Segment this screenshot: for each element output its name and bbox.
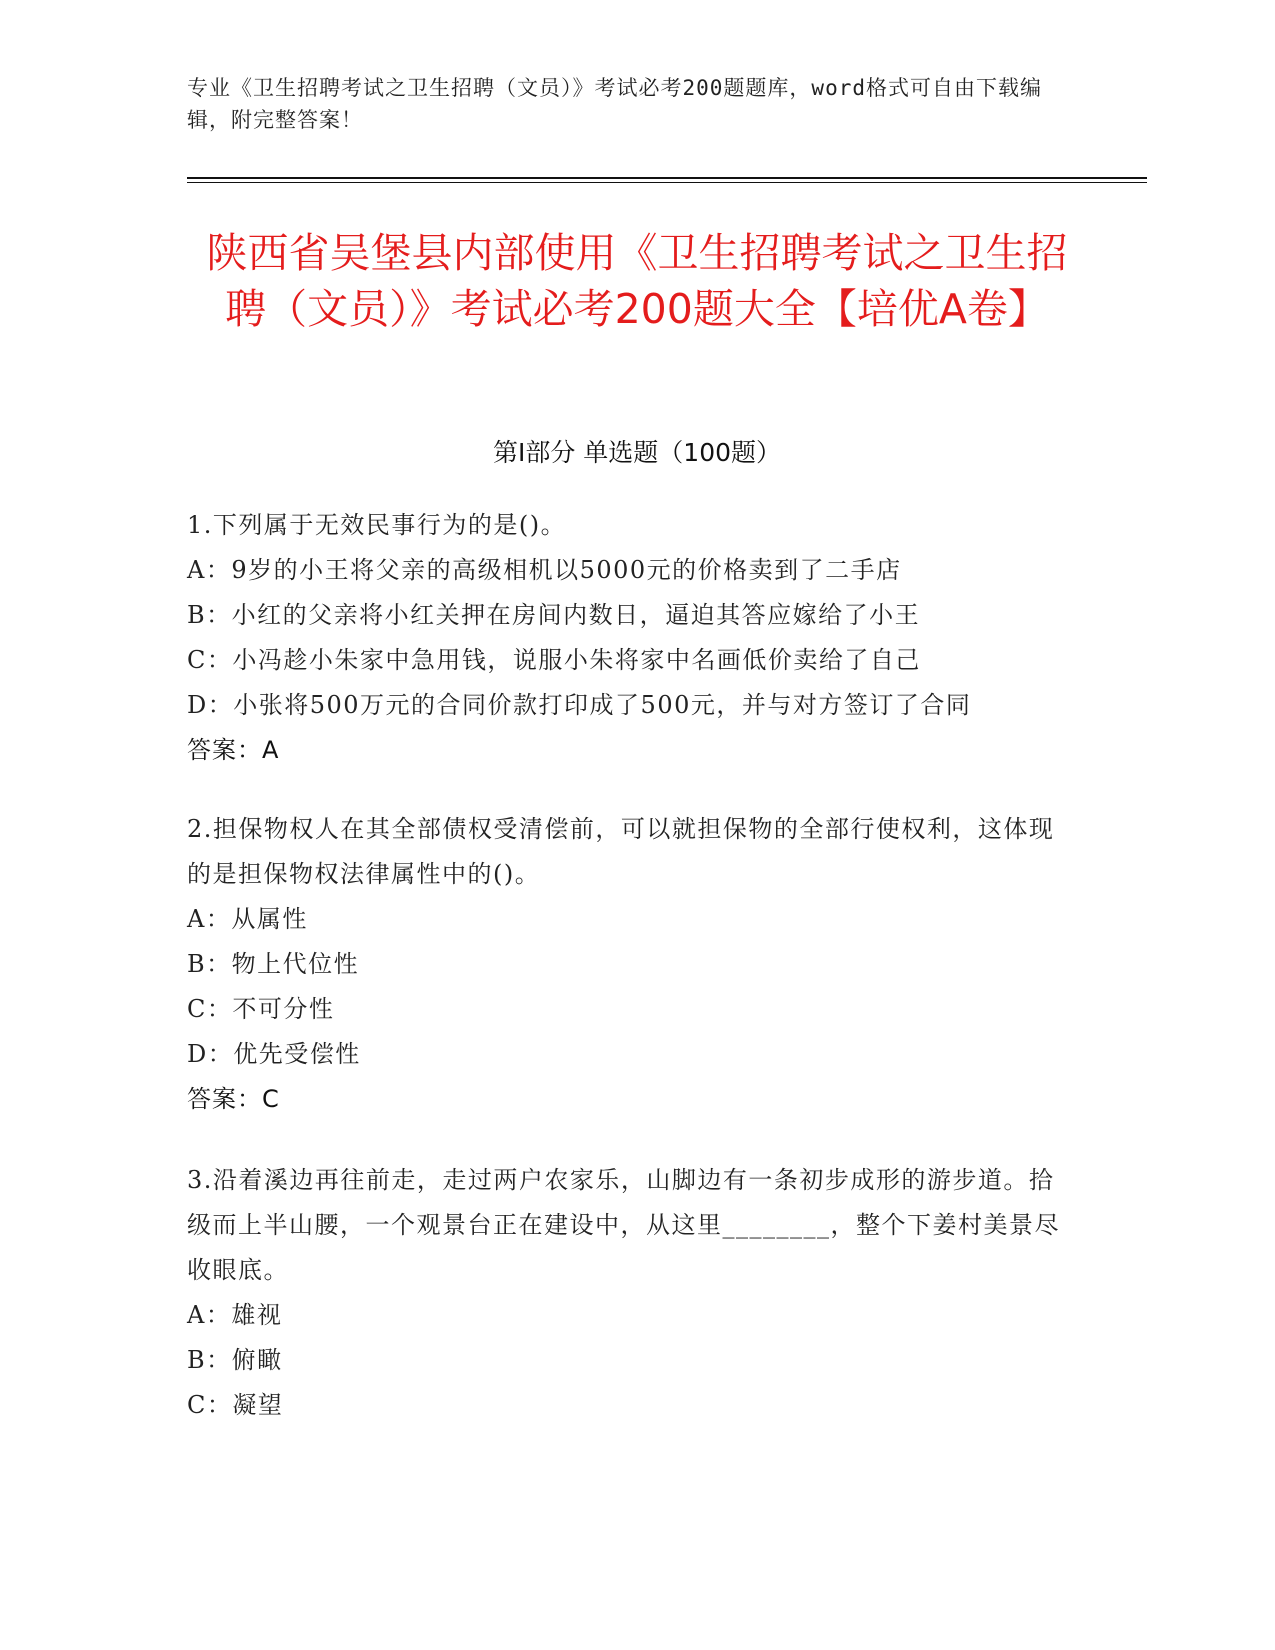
question-1 bbox=[187, 503, 1067, 773]
question-3 bbox=[187, 1158, 1067, 1428]
header-note: 专业《卫生招聘考试之卫生招聘（文员）》考试必考200题题库，word格式可自由下载编辑，附完整答案！ bbox=[187, 76, 1042, 132]
question-stem: 3.沿着溪边再往前走，走过两户农家乐，山脚边有一条初步成形的游步道。拾级而上半山腰，一个观景台正在建设中，从这里________，整个下姜村美景尽收眼底。 bbox=[187, 1166, 1060, 1284]
option-d: D：优先受偿性 bbox=[187, 1040, 361, 1068]
answer-line: 答案：C bbox=[187, 1085, 280, 1113]
question-stem: 1.下列属于无效民事行为的是()。 bbox=[187, 511, 567, 539]
option-c: C：小冯趁小朱家中急用钱，说服小朱将家中名画低价卖给了自己 bbox=[187, 646, 921, 674]
option-b: B：小红的父亲将小红关押在房间内数日，逼迫其答应嫁给了小王 bbox=[187, 601, 921, 629]
option-c: C：凝望 bbox=[187, 1391, 284, 1419]
header-divider-thin bbox=[187, 182, 1147, 183]
question-stem: 2.担保物权人在其全部债权受清偿前，可以就担保物的全部行使权利，这体现的是担保物权法律属性中的()。 bbox=[187, 815, 1055, 888]
option-c: C：不可分性 bbox=[187, 995, 335, 1023]
option-a: A：雄视 bbox=[187, 1301, 283, 1329]
option-d: D：小张将500万元的合同价款打印成了500元，并与对方签订了合同 bbox=[187, 691, 972, 719]
option-a: A：9岁的小王将父亲的高级相机以5000元的价格卖到了二手店 bbox=[187, 556, 902, 584]
option-a: A：从属性 bbox=[187, 905, 308, 933]
header-divider-thick bbox=[187, 177, 1147, 179]
document-title: 陕西省吴堡县内部使用《卫生招聘考试之卫生招聘（文员）》考试必考200题大全【培优A卷】 bbox=[206, 229, 1068, 333]
option-b: B：物上代位性 bbox=[187, 950, 360, 978]
answer-line: 答案：A bbox=[187, 736, 280, 764]
question-2 bbox=[187, 807, 1067, 1122]
option-b: B：俯瞰 bbox=[187, 1346, 283, 1374]
section-heading: 第I部分 单选题（100题） bbox=[492, 438, 782, 467]
